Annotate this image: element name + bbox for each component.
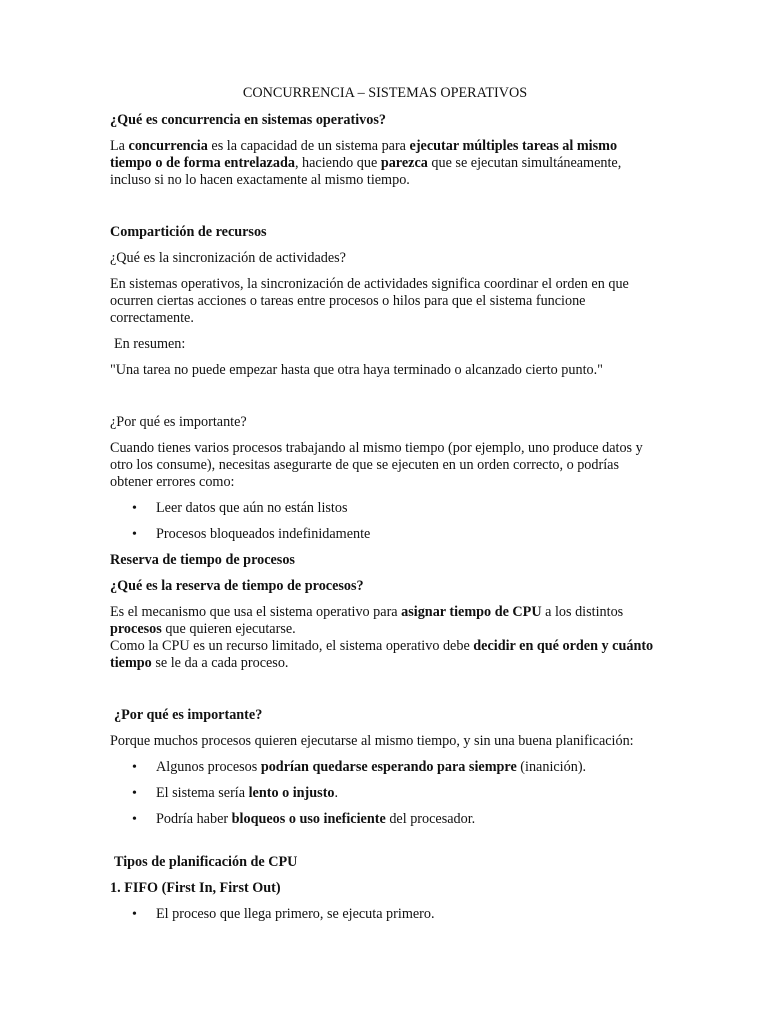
paragraph-planificacion: Porque muchos procesos quieren ejecutarse al mismo tiempo, y sin una buena planificación: <box>110 733 634 749</box>
list-item <box>110 759 660 776</box>
text-run: La <box>110 138 129 154</box>
bullet-icon: • <box>132 907 137 922</box>
bold-run: podrían quedarse esperando para siempre <box>260 759 517 775</box>
paragraph-concurrencia-definition <box>110 138 660 189</box>
subheading-fifo: 1. FIFO (First In, First Out) <box>110 880 281 896</box>
quote-text: "Una tarea no puede empezar hasta que otra haya terminado o alcanzado cierto punto." <box>110 362 603 378</box>
text-run: que quieren ejecutarse. <box>161 621 296 637</box>
document-title: CONCURRENCIA – SISTEMAS OPERATIVOS <box>242 85 528 101</box>
bold-run: bloqueos o uso ineficiente <box>231 811 386 827</box>
text-run: El sistema sería <box>156 785 249 801</box>
list-item-text: Leer datos que aún no están listos <box>156 500 348 516</box>
bullet-icon: • <box>132 760 137 775</box>
question-importance-reserva: ¿Por qué es importante? <box>114 707 263 723</box>
spacer <box>110 681 660 707</box>
spacer <box>110 198 660 224</box>
bold-run: ejecutar múltiples tareas al mismo tiempo o de forma entrelazada <box>110 138 618 171</box>
text-run: que se ejecutan simultáneamente, incluso si no lo hacen exactamente al mismo tiempo. <box>110 155 622 188</box>
text-run: del procesador. <box>385 811 476 827</box>
text-run: , haciendo que <box>294 155 381 171</box>
bold-run: lento o injusto <box>248 785 335 801</box>
spacer <box>110 388 660 414</box>
text-run: Algunos procesos <box>156 759 261 775</box>
bold-run: decidir en qué orden y cuánto tiempo <box>110 638 654 671</box>
text-run: (inanición). <box>516 759 587 775</box>
spacer <box>110 837 660 854</box>
paragraph-sincronizacion: En sistemas operativos, la sincronización de actividades significa coordinar el orden en que ocurren ciertas acciones o tareas entre procesos o hilos para que el sistema funcione correctamente. <box>110 276 629 326</box>
question-reserva: ¿Qué es la reserva de tiempo de procesos? <box>110 578 364 594</box>
question-importance: ¿Por qué es importante? <box>110 414 247 430</box>
text-run: se le da a cada proceso. <box>151 655 289 671</box>
section-heading-concurrencia: ¿Qué es concurrencia en sistemas operativos? <box>110 112 386 128</box>
bullet-list-fifo <box>110 906 660 923</box>
bullet-icon: • <box>132 501 137 516</box>
section-heading-comparticion: Compartición de recursos <box>110 224 267 240</box>
list-item <box>110 785 660 802</box>
bullet-icon: • <box>132 812 137 827</box>
list-item-text: El proceso que llega primero, se ejecuta primero. <box>156 906 435 922</box>
bold-run: procesos <box>110 621 162 637</box>
section-heading-reserva: Reserva de tiempo de procesos <box>110 552 295 568</box>
list-item <box>110 811 660 828</box>
list-item-text: Procesos bloqueados indefinidamente <box>156 526 371 542</box>
bullet-list-consequences <box>110 759 660 828</box>
bold-run: asignar tiempo de CPU <box>401 604 542 620</box>
text-run: es la capacidad de un sistema para <box>207 138 410 154</box>
bullet-icon: • <box>132 527 137 542</box>
paragraph-reserva-2 <box>110 638 660 672</box>
paragraph-importance: Cuando tienes varios procesos trabajando al mismo tiempo (por ejemplo, uno produce datos y otro los consume), necesitas asegurarte de que se ejecuten en un orden correcto, o podrías obtener errores como: <box>110 440 643 490</box>
document-page <box>110 85 660 932</box>
bullet-icon: • <box>132 786 137 801</box>
text-run: a los distintos <box>541 604 624 620</box>
list-item <box>110 906 660 923</box>
question-sincronizacion: ¿Qué es la sincronización de actividades? <box>110 250 346 266</box>
text-run: Es el mecanismo que usa el sistema operativo para <box>110 604 402 620</box>
bold-run: parezca <box>380 155 428 171</box>
list-item <box>110 526 660 543</box>
resumen-label: En resumen: <box>114 336 186 352</box>
text-run: Podría haber <box>156 811 232 827</box>
text-run: Como la CPU es un recurso limitado, el sistema operativo debe <box>110 638 474 654</box>
bullet-list-errors <box>110 500 660 543</box>
paragraph-reserva-1 <box>110 604 660 638</box>
section-heading-tipos: Tipos de planificación de CPU <box>114 854 298 870</box>
bold-run: concurrencia <box>128 138 208 154</box>
text-run: . <box>334 785 339 801</box>
list-item <box>110 500 660 517</box>
